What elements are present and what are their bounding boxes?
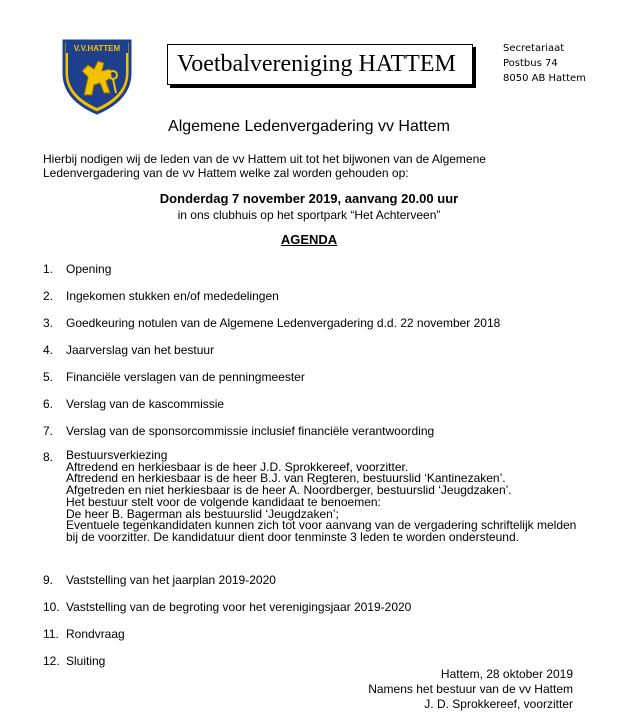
agenda-item-number: 9. (43, 573, 54, 587)
agenda-item-number: 3. (43, 316, 54, 330)
election-line: Afgetreden en niet herkiesbaar is de heer A. Noordberger, bestuurslid ‘Jeugdzaken’. (66, 483, 512, 498)
election-details (66, 450, 576, 544)
agenda-item-number: 4. (43, 343, 54, 357)
agenda-item-text: Vaststelling van het jaarplan 2019-2020 (66, 573, 276, 587)
agenda-title: AGENDA (280, 232, 338, 247)
signoff-block (368, 667, 573, 712)
intro-paragraph (43, 152, 583, 180)
intro-line: Ledenvergadering van de vv Hattem welke zal worden gehouden op: (43, 166, 409, 180)
address-line: Secretariaat (503, 43, 565, 54)
election-line: Aftredend en herkiesbaar is de heer B.J. van Regteren, bestuurslid ‘Kantinezaken’. (66, 471, 506, 486)
signoff-on-behalf: Namens het bestuur van de vv Hattem (368, 682, 573, 696)
agenda-item-text: Financiële verslagen van de penningmeester (66, 370, 305, 384)
meeting-place: in ons clubhuis op het sportpark “Het Achterveen” (177, 208, 441, 222)
election-line: Aftredend en herkiesbaar is de heer J.D. Sprokkereef, voorzitter. (66, 459, 409, 474)
agenda-item-number: 7. (43, 424, 54, 438)
intro-line: Hierbij nodigen wij de leden van de vv Hattem uit tot het bijwonen van de Algemene (43, 152, 486, 166)
agenda-item-text: Jaarverslag van het bestuur (66, 343, 215, 357)
agenda-item-text: Sluiting (66, 654, 106, 668)
agenda-item-number: 10. (43, 600, 60, 614)
agenda-item-number: 6. (43, 397, 54, 411)
agenda-item-number: 1. (43, 262, 54, 276)
agenda-item-text: Vaststelling van de begroting voor het verenigingsjaar 2019-2020 (66, 600, 412, 614)
address-block (503, 41, 586, 86)
agenda-item-text: Rondvraag (66, 627, 125, 641)
election-line: De heer B. Bagerman als bestuurslid ‘Jeugdzaken’; (66, 506, 339, 521)
agenda-item-text: Verslag van de sponsorcommissie inclusief financiële verantwoording (66, 424, 435, 438)
agenda-item-number: 11. (43, 627, 59, 641)
agenda-item-text: Ingekomen stukken en/of mededelingen (66, 289, 279, 303)
agenda-item-number: 5. (43, 370, 54, 384)
address-line: 8050 AB Hattem (503, 73, 586, 84)
club-logo (58, 33, 136, 115)
election-line: Eventuele tegenkandidaten kunnen zich tot voor aanvang van de vergadering schriftelijk melden (66, 518, 577, 533)
agenda-item-text: Goedkeuring notulen van de Algemene Ledenvergadering d.d. 22 november 2018 (66, 316, 501, 330)
agenda-item-text: Opening (66, 262, 112, 276)
agenda-item-number: 8. (43, 450, 54, 464)
meeting-date: Donderdag 7 november 2019, aanvang 20.00 uur (159, 191, 459, 206)
agenda-item-text: Verslag van de kascommissie (66, 397, 225, 411)
election-line: Bestuursverkiezing (66, 448, 168, 462)
document-heading: Algemene Ledenvergadering vv Hattem (168, 118, 450, 135)
svg-text:V.V.HATTEM: V.V.HATTEM (73, 44, 121, 53)
signoff-signatory: J. D. Sprokkereef, voorzitter (424, 697, 573, 711)
election-line: Het bestuur stelt voor de volgende kandidaat te benoemen: (66, 494, 381, 509)
signoff-date: Hattem, 28 oktober 2019 (440, 667, 573, 681)
agenda-item-number: 12. (43, 654, 60, 668)
club-title: Voetbalvereniging HATTEM (167, 44, 473, 85)
address-line: Postbus 74 (503, 58, 558, 69)
election-line: bij de voorzitter. De kandidatuur dient door tenminste 3 leden te worden ondersteund. (66, 529, 519, 544)
agenda-item-number: 2. (43, 289, 54, 303)
